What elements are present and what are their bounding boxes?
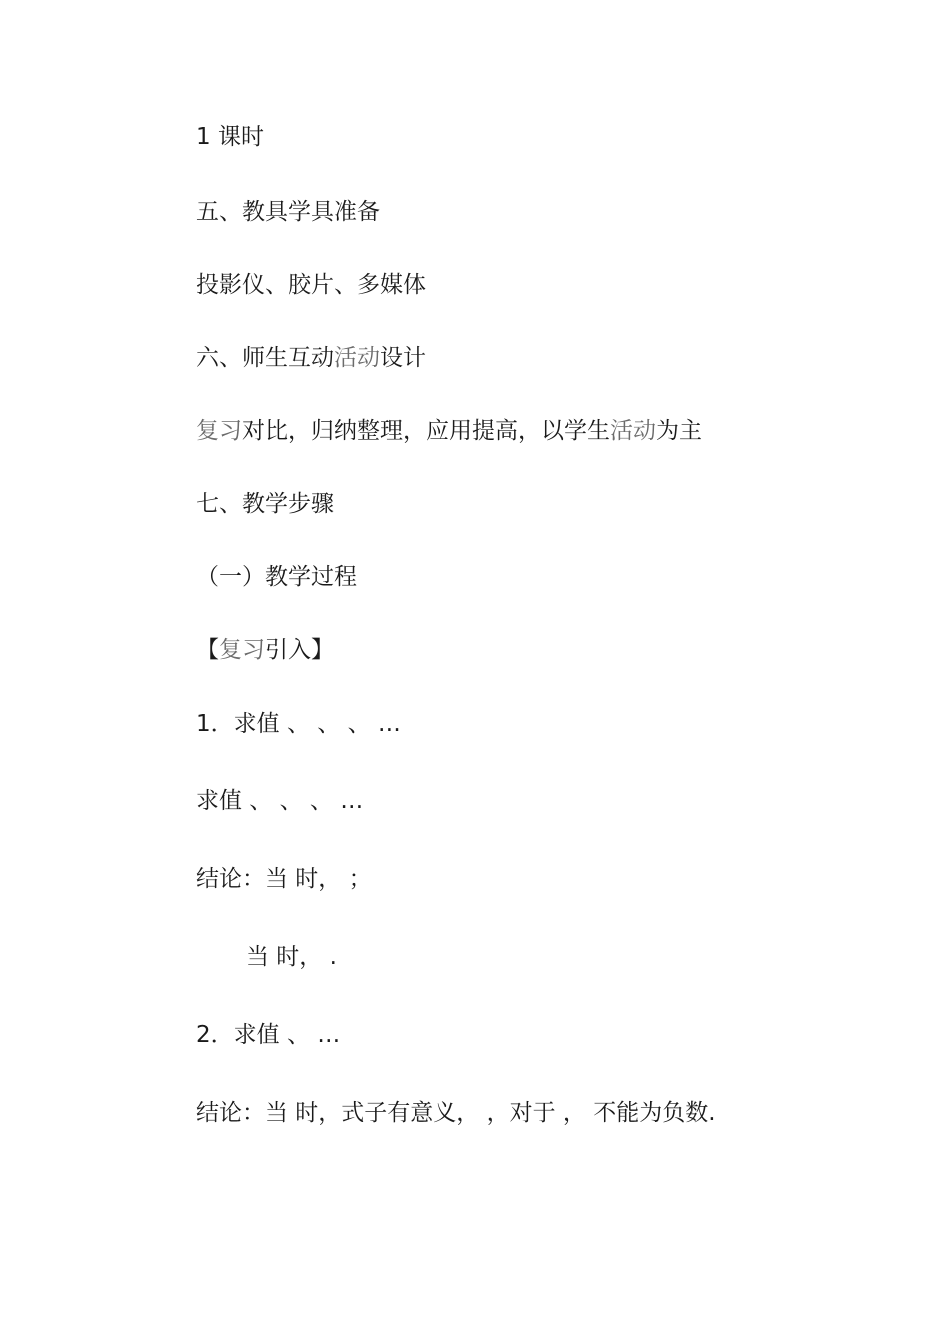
conclusion-2-line: 结论：当 时，式子有意义， ，对于 ， 不能为负数.: [196, 1100, 716, 1126]
heading-text-highlight: 活动: [334, 345, 380, 371]
heading-text-part: 设计: [380, 345, 426, 371]
heading-text-part: 六、师生互动: [196, 345, 334, 371]
heading-text-part: 引入】: [265, 637, 334, 663]
section-heading-interaction-design: [196, 343, 426, 373]
text-highlight: 活动: [610, 418, 656, 444]
exercise-1-second-line: 求值 、 、 、 …: [196, 788, 364, 814]
class-hours-line: 1 课时: [196, 124, 264, 150]
section-heading-teaching-steps: 七、教学步骤: [196, 491, 334, 517]
subsection-heading-process: （一）教学过程: [196, 564, 357, 590]
teaching-aids-list: 投影仪、胶片、多媒体: [196, 272, 426, 298]
text-part: 对比，归纳整理，应用提高，以学生: [242, 418, 610, 444]
text-highlight: 复习: [196, 418, 242, 444]
heading-text-highlight: 复习: [219, 637, 265, 663]
exercise-1-line: 1．求值 、 、 、 …: [196, 711, 401, 737]
conclusion-1-line: 结论：当 时， ；: [196, 866, 372, 892]
section-heading-teaching-aids: 五、教具学具准备: [196, 199, 380, 225]
exercise-2-line: 2．求值 、 …: [196, 1022, 341, 1048]
text-part: 为主: [656, 418, 702, 444]
conclusion-1-second-line: 当 时， .: [246, 944, 337, 970]
bracket-open: 【: [196, 637, 219, 663]
interaction-design-text: [196, 416, 702, 446]
review-intro-heading: [196, 635, 334, 665]
